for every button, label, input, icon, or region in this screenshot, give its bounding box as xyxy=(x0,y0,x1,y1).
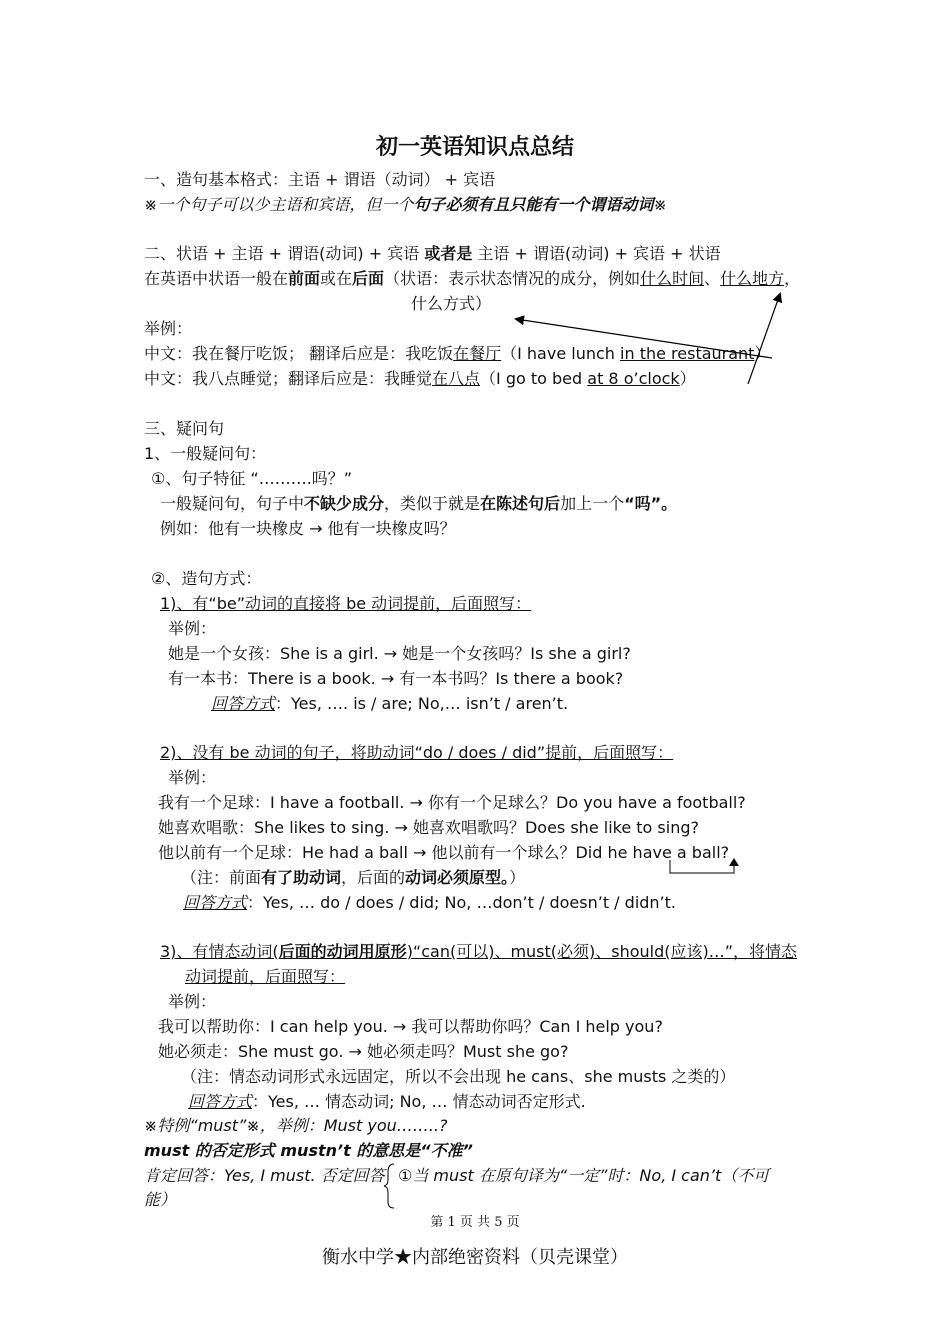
note-text: ※一个句子可以少主语和宾语，但一个 xyxy=(144,195,414,214)
heading-emphasis: 或者是 xyxy=(424,244,473,263)
text: 在英语中状语一般在 xyxy=(144,269,289,288)
have-bracket xyxy=(670,860,734,873)
method-3-heading-cont: 动词提前，后面照写： xyxy=(185,967,346,986)
feature-heading: ①、句子特征 “……….吗？” xyxy=(151,469,353,488)
text: （I have lunch xyxy=(501,344,621,363)
text: 3)、有情态动词( xyxy=(160,942,279,961)
document-title: 初一英语知识点总结 xyxy=(375,135,574,160)
subsection-1: 1、一般疑问句： xyxy=(144,444,267,463)
method-1-example-label: 举例： xyxy=(168,619,217,638)
method-2-example-3: 他以前有一个足球：He had a ball → 他以前有一个球么？Did he have a ball? xyxy=(158,843,730,862)
method-1-example-1: 她是一个女孩：She is a girl. → 她是一个女孩吗？Is she a girl? xyxy=(168,644,631,663)
underlined: 在八点 xyxy=(432,369,481,388)
text: 、 xyxy=(704,269,721,288)
text: 中文：我八点睡觉；翻译后应是：我睡觉 xyxy=(144,369,433,388)
must-answer-cont: 能） xyxy=(144,1190,177,1209)
underlined: 在餐厅 xyxy=(453,344,502,363)
text: ） xyxy=(509,868,526,887)
text-bold: 后面 xyxy=(352,269,385,288)
method-3-example-2: 她必须走：She must go. → 她必须走吗？Must she go? xyxy=(158,1042,569,1061)
text-bold: 动词必须原型。 xyxy=(405,868,510,887)
feature-example: 例如：他有一块橡皮 → 他有一块橡皮吗？ xyxy=(160,519,456,538)
underlined: in the restaurant xyxy=(620,344,755,363)
text: （注：前面 xyxy=(181,868,262,887)
text: )“can(可以)、must(必须)、should(应该)…”，将情态 xyxy=(406,942,798,961)
answer-label: 回答方式 xyxy=(183,893,248,912)
method-2-example-label: 举例： xyxy=(168,768,217,787)
text: ，类似于就是 xyxy=(384,494,481,513)
answer-brace xyxy=(384,1164,394,1208)
text: 肯定回答：Yes, I must. 否定回答 xyxy=(144,1166,385,1185)
method-2-example-2: 她喜欢唱歌：She likes to sing. → 她喜欢唱歌吗？Does she like to sing? xyxy=(158,818,699,837)
footer-brand: 衡水中学★内部绝密资料（贝壳课堂） xyxy=(322,1247,628,1268)
must-negative-meaning: must 的否定形式 mustn’t 的意思是“不准” xyxy=(144,1141,473,1160)
text: ， xyxy=(784,269,801,288)
heading-part: 主语 + 谓语(动词) + 宾语 + 状语 xyxy=(472,244,721,263)
text: ） xyxy=(754,344,771,363)
text: ，后面的 xyxy=(341,868,406,887)
note-emphasis: 句子必须有且只能有一个谓语动词 xyxy=(413,195,654,214)
arrow-to-place xyxy=(516,319,772,358)
underlined-place: 什么地方 xyxy=(720,269,785,288)
heading-part: 二、状语 + 主语 + 谓语(动词) + 宾语 xyxy=(144,244,425,263)
text-bold: “吗”。 xyxy=(624,494,678,513)
text-bold: 在陈述句后 xyxy=(480,494,561,513)
text: （状语：表示状态情况的成分，例如 xyxy=(384,269,641,288)
answer-label: 回答方式 xyxy=(211,694,276,713)
method-3-example-label: 举例： xyxy=(168,992,217,1011)
must-answer-option-1: ①当 must 在原句译为“一定”时：No, I can’t（不可 xyxy=(398,1166,770,1185)
method-3-note: （注：情态动词形式永远固定，所以不会出现 he cans、she musts 之类的） xyxy=(181,1067,736,1086)
note-mark: ※ xyxy=(653,195,667,214)
text-bold: 不缺少成分 xyxy=(304,494,385,513)
answer-label: 回答方式 xyxy=(188,1092,253,1111)
example-label: 举例： xyxy=(144,319,193,338)
method-1-heading: 1)、有“be”动词的直接将 be 动词提前，后面照写： xyxy=(160,594,532,613)
method-3-example-1: 我可以帮助你：I can help you. → 我可以帮助你吗？Can I help you? xyxy=(158,1017,663,1036)
answer-text: ：Yes, … 情态动词; No, … 情态动词否定形式. xyxy=(252,1092,586,1111)
text-bold: 有了助动词 xyxy=(261,868,342,887)
special-case-must: ※特例“must”※，举例：Must you……..? xyxy=(144,1116,448,1135)
answer-text: ：Yes, …. is / are; No,… isn’t / aren’t. xyxy=(275,694,569,713)
underlined-time: 什么时间 xyxy=(640,269,705,288)
section-1-heading: 一、造句基本格式：主语 + 谓语（动词） + 宾语 xyxy=(144,170,496,189)
text: 或在 xyxy=(320,269,353,288)
page-number: 第 1 页 共 5 页 xyxy=(430,1215,520,1230)
answer-text: ：Yes, … do / does / did; No, …don’t / doesn’t / didn’t. xyxy=(247,893,677,912)
text: （I go to bed xyxy=(480,369,588,388)
method-2-heading: 2)、没有 be 动词的句子，将助动词“do / does / did”提前，后面照写： xyxy=(160,743,674,762)
arrow-to-time xyxy=(748,294,780,384)
text: ） xyxy=(679,369,696,388)
underlined: at 8 o’clock xyxy=(587,369,680,388)
text-bold: 前面 xyxy=(288,269,321,288)
adverbial-explanation-cont: 什么方式） xyxy=(411,294,492,313)
text: 一般疑问句，句子中 xyxy=(160,494,305,513)
method-heading: ②、造句方式： xyxy=(151,569,262,588)
have-bracket-arrowhead xyxy=(729,858,739,866)
method-2-example-1: 我有一个足球：I have a football. → 你有一个足球么？Do you have a football? xyxy=(158,793,746,812)
method-1-example-2: 有一本书：There is a book. → 有一本书吗？Is there a book? xyxy=(168,669,624,688)
text-bold: 后面的动词用原形 xyxy=(278,942,407,961)
section-3-heading: 三、疑问句 xyxy=(144,419,225,438)
text: 加上一个 xyxy=(560,494,625,513)
text: 中文：我在餐厅吃饭； 翻译后应是：我吃饭 xyxy=(144,344,454,363)
